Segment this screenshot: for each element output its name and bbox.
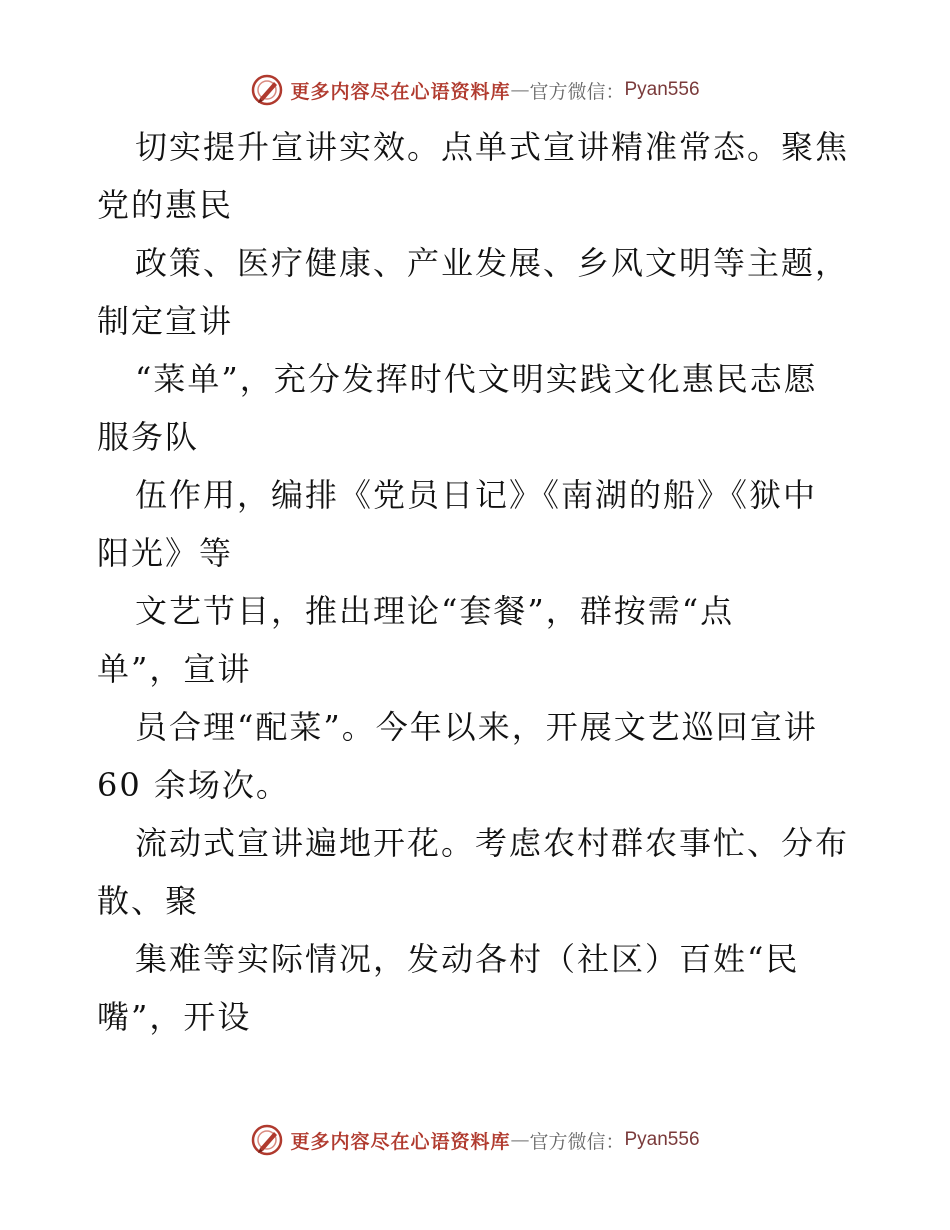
pen-logo-icon	[250, 73, 284, 107]
body-line: 员合理“配菜”。今年以来，开展文艺巡回宣讲	[135, 708, 818, 746]
body-line: 政策、医疗健康、产业发展、乡风文明等主题，	[135, 244, 850, 282]
body-line: 阳光》等	[97, 534, 234, 572]
header-wechat-id: Pyan556	[624, 79, 700, 100]
body-line: 流动式宣讲遍地开花。考虑农村群农事忙、分布	[135, 824, 850, 862]
body-line: 单”，宣讲	[97, 650, 252, 688]
body-line: 文艺节目，推出理论“套餐”，群按需“点	[135, 592, 735, 630]
footer-wechat-label: 官方微信：	[529, 1130, 625, 1153]
footer-banner	[0, 1120, 950, 1160]
body-line: 党的惠民	[97, 186, 234, 224]
body-line: “菜单”，充分发挥时代文明实践文化惠民志愿	[135, 360, 818, 398]
pen-logo-icon	[250, 1123, 284, 1157]
body-line: 60 余场次。	[97, 766, 290, 804]
body-line: 嘴”，开设	[97, 998, 252, 1036]
body-line: 集难等实际情况，发动各村（社区）百姓“民	[135, 940, 800, 978]
body-line: 散、聚	[97, 882, 200, 920]
footer-separator: —	[510, 1129, 530, 1151]
footer-wechat-id: Pyan556	[624, 1129, 700, 1150]
header-banner	[0, 70, 950, 110]
document-body	[97, 118, 857, 1046]
header-site-text: 更多内容尽在心语资料库	[290, 80, 511, 103]
body-line: 切实提升宣讲实效。点单式宣讲精准常态。聚焦	[135, 128, 850, 166]
header-separator: —	[510, 79, 530, 101]
header-wechat-label: 官方微信：	[529, 80, 625, 103]
body-line: 制定宣讲	[97, 302, 234, 340]
body-line: 服务队	[97, 418, 200, 456]
footer-site-text: 更多内容尽在心语资料库	[290, 1130, 511, 1153]
body-line: 伍作用，编排《党员日记》《南湖的船》《狱中	[135, 476, 818, 514]
